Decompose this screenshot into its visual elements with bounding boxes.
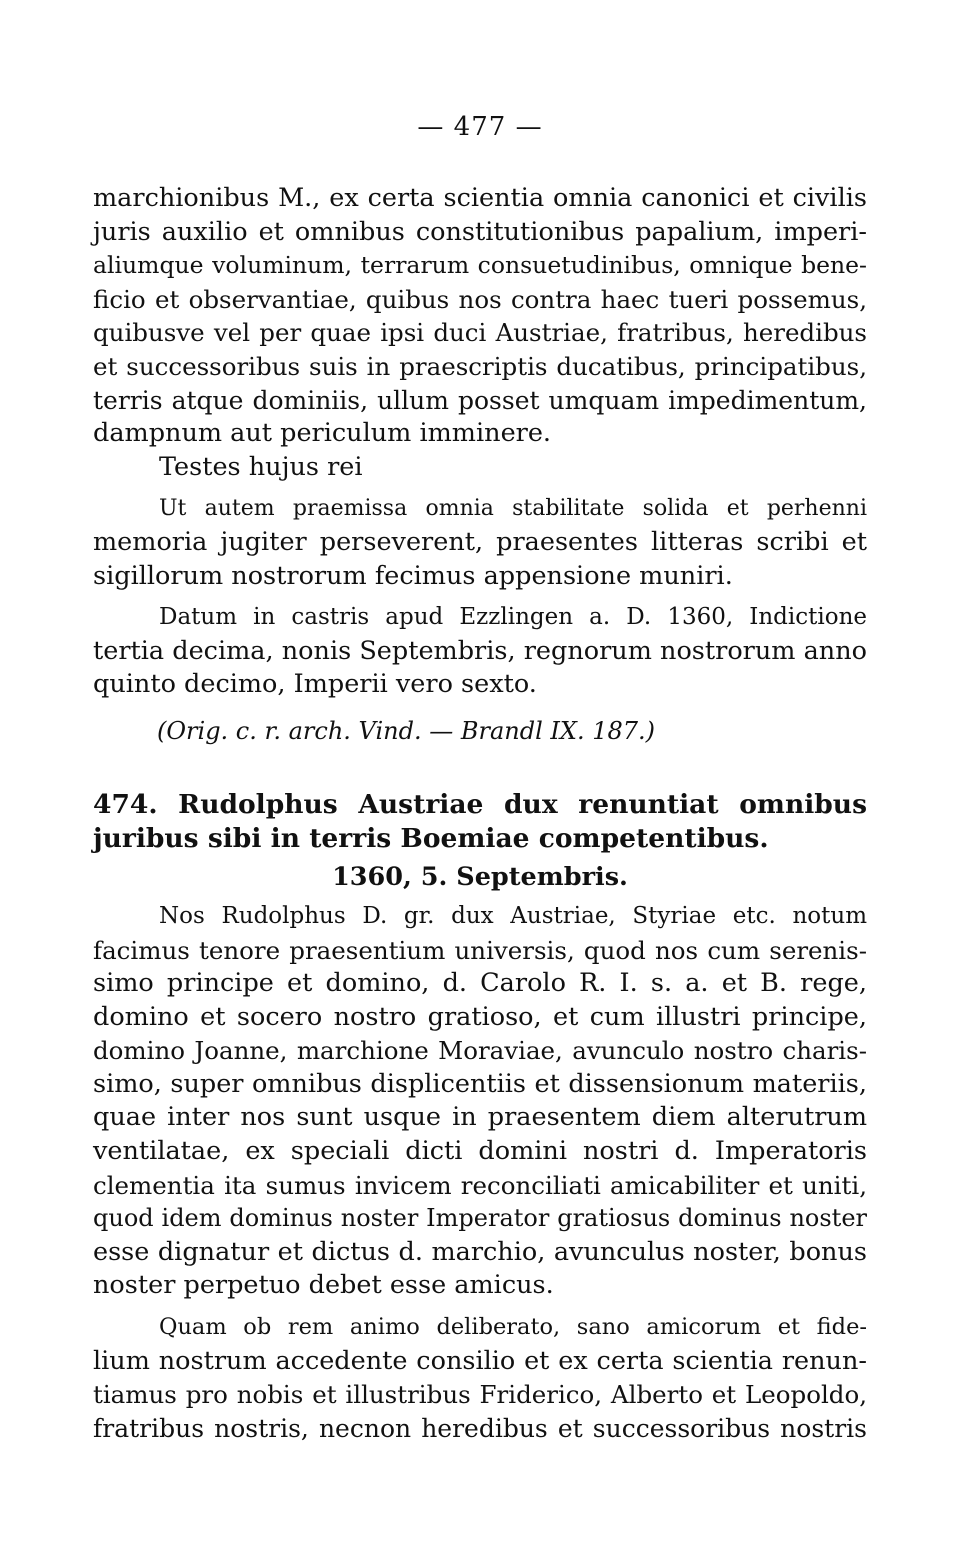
text-line: quinto decimo, Imperii vero sexto. [93, 669, 537, 700]
text-line: tertia decima, nonis Septembris, regnorum nostrorum anno [93, 635, 867, 666]
heading-line: 474. Rudolphus Austriae dux renuntiat omnibus [93, 788, 867, 820]
text-line: quod idem dominus noster Imperator gratiosus dominus noster [93, 1204, 867, 1233]
text-line: marchionibus M., ex certa scientia omnia canonici et civilis [93, 183, 867, 213]
text-line: Testes hujus rei [159, 451, 363, 482]
text-line: domino Joanne, marchione Moraviae, avunculo nostro charis- [93, 1036, 867, 1066]
text-line: simo, super omnibus displicentiis et dissensionum materiis, [93, 1068, 867, 1099]
paragraph-4 [93, 900, 867, 1303]
page-number: — 477 — [417, 112, 543, 142]
text-line: clementia ita sumus invicem reconciliati amicabiliter et uniti, [93, 1170, 867, 1200]
heading-date: 1360, 5. Septembris. [332, 861, 628, 892]
text-line: simo principe et domino, d. Carolo R. I. s. a. et B. rege, [93, 968, 867, 999]
text-line: juris auxilio et omnibus constitutionibus papalium, imperi- [93, 216, 867, 247]
paragraph-1 [93, 182, 867, 451]
document-heading [93, 788, 867, 856]
text-line: Nos Rudolphus D. gr. dux Austriae, Styriae etc. notum [159, 902, 867, 929]
text-line: esse dignatur et dictus d. marchio, avunculus noster, bonus [93, 1236, 867, 1267]
paragraph-2 [93, 492, 867, 593]
testes-line [93, 451, 867, 485]
text-line: aliumque voluminum, terrarum consuetudinibus, omnique bene- [93, 251, 867, 280]
text-line: quae inter nos sunt usque in praesentem diem alterutrum [93, 1102, 867, 1133]
text-line: noster perpetuo debet esse amicus. [93, 1270, 554, 1301]
source-citation: (Orig. c. r. arch. Vind. — Brandl IX. 187.) [157, 716, 655, 745]
text-line: dampnum aut periculum imminere. [93, 418, 552, 449]
text-line: quibusve vel per quae ipsi duci Austriae, fratribus, heredibus [93, 318, 867, 348]
paragraph-3 [93, 601, 867, 702]
document-page [93, 112, 867, 1445]
text-line: domino et socero nostro gratioso, et cum illustri principe, [93, 1001, 867, 1032]
text-line: Datum in castris apud Ezzlingen a. D. 1360, Indictione [159, 604, 867, 631]
text-line: facimus tenore praesentium universis, quod nos cum serenis- [93, 935, 867, 965]
paragraph-5 [93, 1311, 867, 1445]
text-line: fratribus nostris, necnon heredibus et successoribus nostris [93, 1413, 867, 1443]
text-line: ficio et observantiae, quibus nos contra haec tueri possemus, [93, 284, 867, 314]
text-line: memoria jugiter perseverent, praesentes litteras scribi et [93, 526, 867, 557]
text-line: Quam ob rem animo deliberato, sano amicorum et fide- [159, 1314, 867, 1341]
text-line: tiamus pro nobis et illustribus Friderico, Alberto et Leopoldo, [93, 1380, 867, 1410]
heading-line: juribus sibi in terris Boemiae competentibus. [93, 822, 769, 854]
text-line: ventilatae, ex speciali dicti domini nostri d. Imperatoris [93, 1136, 867, 1167]
text-line: Ut autem praemissa omnia stabilitate solida et perhenni [159, 496, 867, 522]
text-line: sigillorum nostrorum fecimus appensione muniri. [93, 560, 733, 591]
text-line: et successoribus suis in praescriptis ducatibus, principatibus, [93, 351, 867, 381]
text-line: terris atque dominiis, ullum posset umquam impedimentum, [93, 385, 867, 415]
text-line: lium nostrum accedente consilio et ex certa scientia renun- [93, 1345, 867, 1376]
